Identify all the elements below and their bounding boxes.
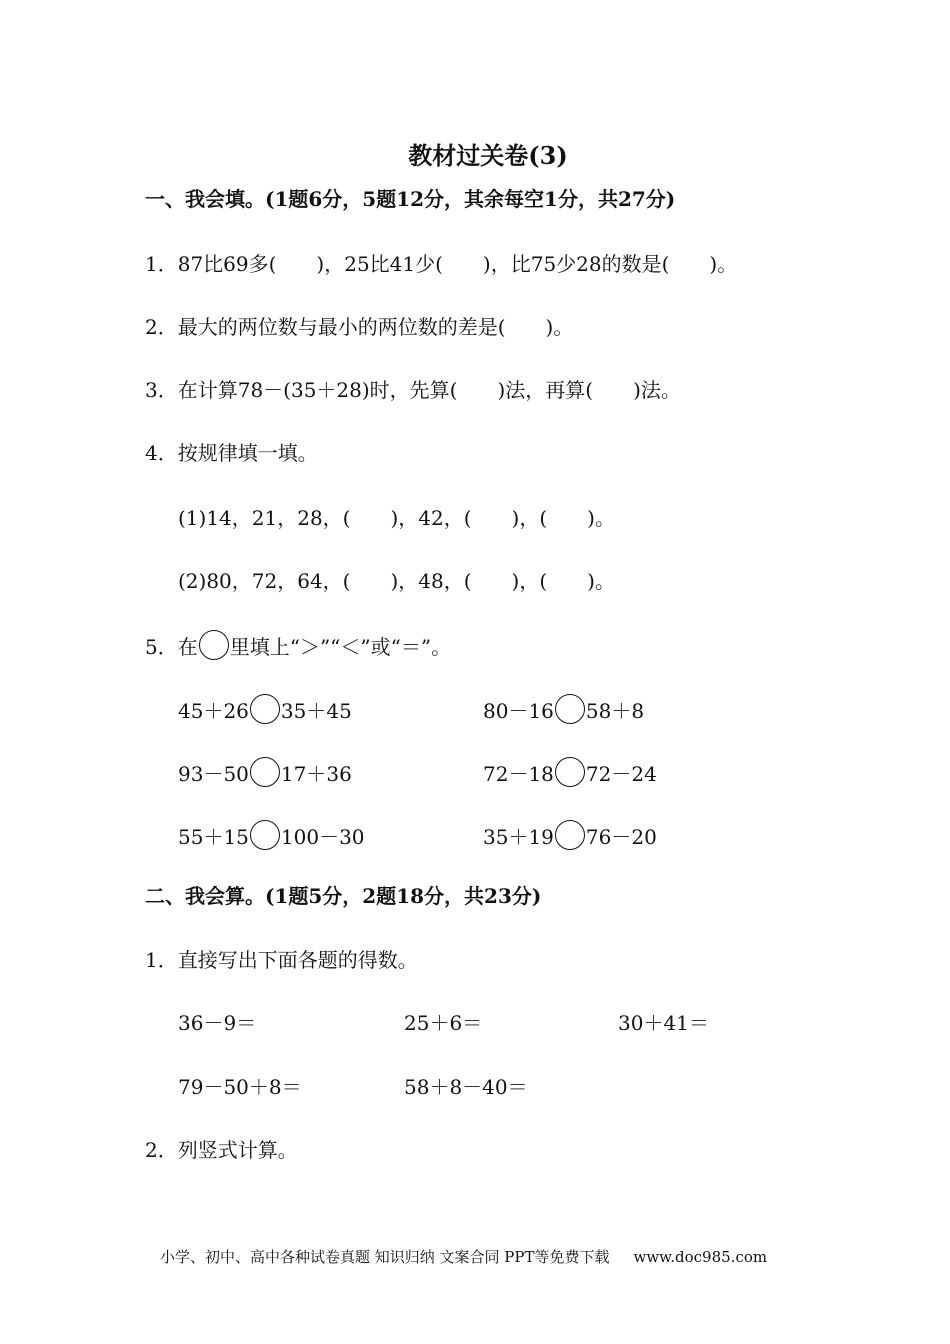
question-1-5 [145,630,451,660]
answer-circle[interactable] [250,694,280,724]
answer-circle[interactable] [555,820,585,850]
answer-circle[interactable] [555,694,585,724]
question-1-4-1: (1)14，21，28，( )，42，( )，( )。 [178,506,615,530]
compare-right: 72－24 [585,762,657,786]
compare-right: 76－20 [585,825,657,849]
page-title: 教材过关卷(3) [408,141,568,170]
compare-left: 35＋19 [483,825,554,849]
question-2-2: 2．列竖式计算。 [145,1138,298,1162]
compare-right: 35＋45 [280,699,352,723]
compare-item [178,694,352,724]
calc-item: 25＋6＝ [404,1011,483,1035]
question-1-3: 3．在计算78－(35＋28)时，先算( )法，再算( )法。 [145,378,681,402]
footer-url[interactable]: www.doc985.com [633,1248,768,1266]
question-2-1: 1．直接写出下面各题的得数。 [145,948,418,972]
question-1-2: 2．最大的两位数与最小的两位数的差是( )。 [145,315,574,339]
question-1-5-suffix: 里填上“＞”“＜”或“＝”。 [229,635,452,659]
answer-circle[interactable] [555,757,585,787]
compare-item [178,757,352,787]
section-1-heading: 一、我会填。(1题6分，5题12分，其余每空1分，共27分) [145,187,676,211]
footer-text: 小学、初中、高中各种试卷真题 知识归纳 文案合同 PPT等免费下载 [160,1248,610,1266]
question-1-1: 1．87比69多( )，25比41少( )，比75少28的数是( )。 [145,252,738,276]
compare-right: 17＋36 [280,762,352,786]
answer-circle[interactable] [250,820,280,850]
compare-left: 55＋15 [178,825,249,849]
question-1-4: 4．按规律填一填。 [145,441,318,465]
compare-right: 100－30 [280,825,365,849]
question-1-5-prefix: 5．在 [145,635,198,659]
calc-item: 58＋8－40＝ [404,1075,528,1099]
footer [160,1246,767,1267]
compare-left: 93－50 [178,762,249,786]
compare-item [483,694,644,724]
compare-circle-icon [199,630,229,660]
compare-left: 80－16 [483,699,554,723]
compare-right: 58＋8 [585,699,645,723]
compare-item [178,820,365,850]
section-2-heading: 二、我会算。(1题5分，2题18分，共23分) [145,884,542,908]
compare-left: 72－18 [483,762,554,786]
compare-item [483,757,657,787]
calc-item: 36－9＝ [178,1011,257,1035]
calc-item: 30＋41＝ [618,1011,709,1035]
answer-circle[interactable] [250,757,280,787]
calc-item: 79－50＋8＝ [178,1075,302,1099]
compare-left: 45＋26 [178,699,249,723]
compare-item [483,820,657,850]
question-1-4-2: (2)80，72，64，( )，48，( )，( )。 [178,569,615,593]
